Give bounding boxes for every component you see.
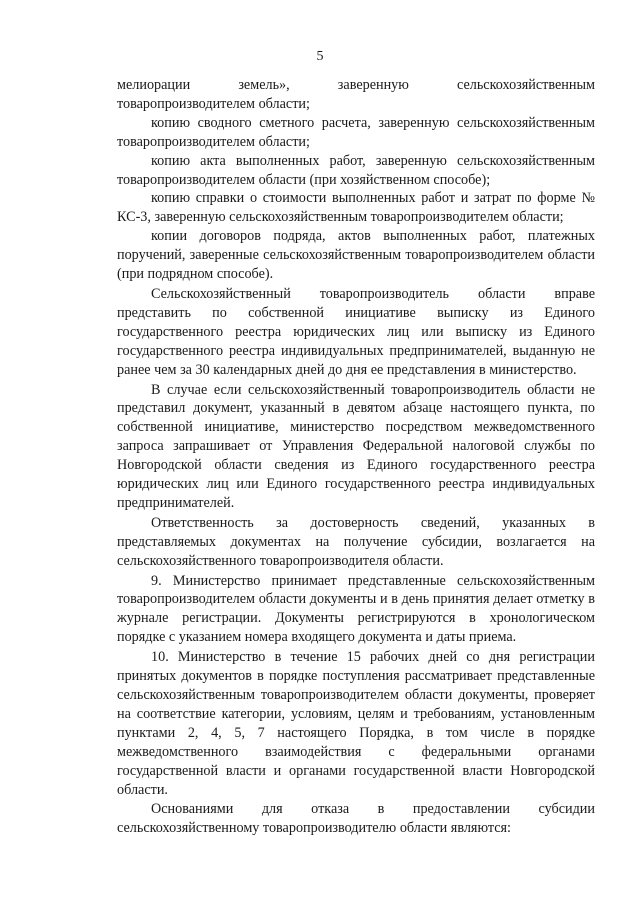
paragraph-registry-extract: Сельскохозяйственный товаропроизводитель области вправе представить по собственной инициативе выписку из Единого государственного реестра юридических лиц или выписку из Единого государственного реестра индивидуальных предпринимателей, выданную не ранее чем за 30 календарных дней до дня ее представления в министерство. [117, 285, 595, 378]
paragraph-item-10: 10. Министерство в течение 15 рабочих дней со дня регистрации принятых документов в порядке поступления рассматривает представленные сельскохозяйственным товаропроизводителем области документы, проверяет на соответствие категории, условиям, целям и требованиям, установленным пунктами 2, 4, 5, 7 настоящего Порядка, в том числе в порядке межведомственного взаимодействия с федеральными органами государственной власти и органами государственной власти Новгородской области. [117, 649, 595, 798]
document-body [117, 76, 595, 838]
paragraph-responsibility: Ответственность за достоверность сведений, указанных в представляемых документах на получение субсидии, возлагается на сельскохозяйственного товаропроизводителя области. [117, 514, 595, 569]
paragraph-refusal-grounds: Основаниями для отказа в предоставлении субсидии сельскохозяйственному товаропроизводителю области являются: [117, 801, 595, 837]
paragraph-item-9: 9. Министерство принимает представленные сельскохозяйственным товаропроизводителем области документы и в день принятия делает отметку в журнале регистрации. Документы регистрируются в хронологическом порядке с указанием номера входящего документа и даты приема. [117, 572, 595, 646]
paragraph-estimate-copy: копию сводного сметного расчета, заверенную сельскохозяйственным товаропроизводителем области; [117, 114, 595, 150]
page-number: 5 [316, 49, 324, 64]
paragraph-act-copy: копию акта выполненных работ, заверенную сельскохозяйственным товаропроизводителем области (при хозяйственном способе); [117, 152, 595, 188]
paragraph-continuation: мелиорации земель», заверенную сельскохозяйственным товаропроизводителем области; [117, 77, 595, 112]
paragraph-ks3-copy: копию справки о стоимости выполненных работ и затрат по форме № КС-3, заверенную сельскохозяйственным товаропроизводителем области; [117, 190, 595, 226]
paragraph-interagency-request: В случае если сельскохозяйственный товаропроизводитель области не представил документ, указанный в девятом абзаце настоящего пункта, по собственной инициативе, министерство посредством межведомственного запроса запрашивает от Управления Федеральной налоговой службы по Новгородской области сведения из Единого государственного реестра юридических лиц или Единого государственного реестра индивидуальных предпринимателей. [117, 381, 595, 511]
paragraph-contract-copies: копии договоров подряда, актов выполненных работ, платежных поручений, заверенные сельскохозяйственным товаропроизводителем области (при подрядном способе). [117, 228, 595, 283]
